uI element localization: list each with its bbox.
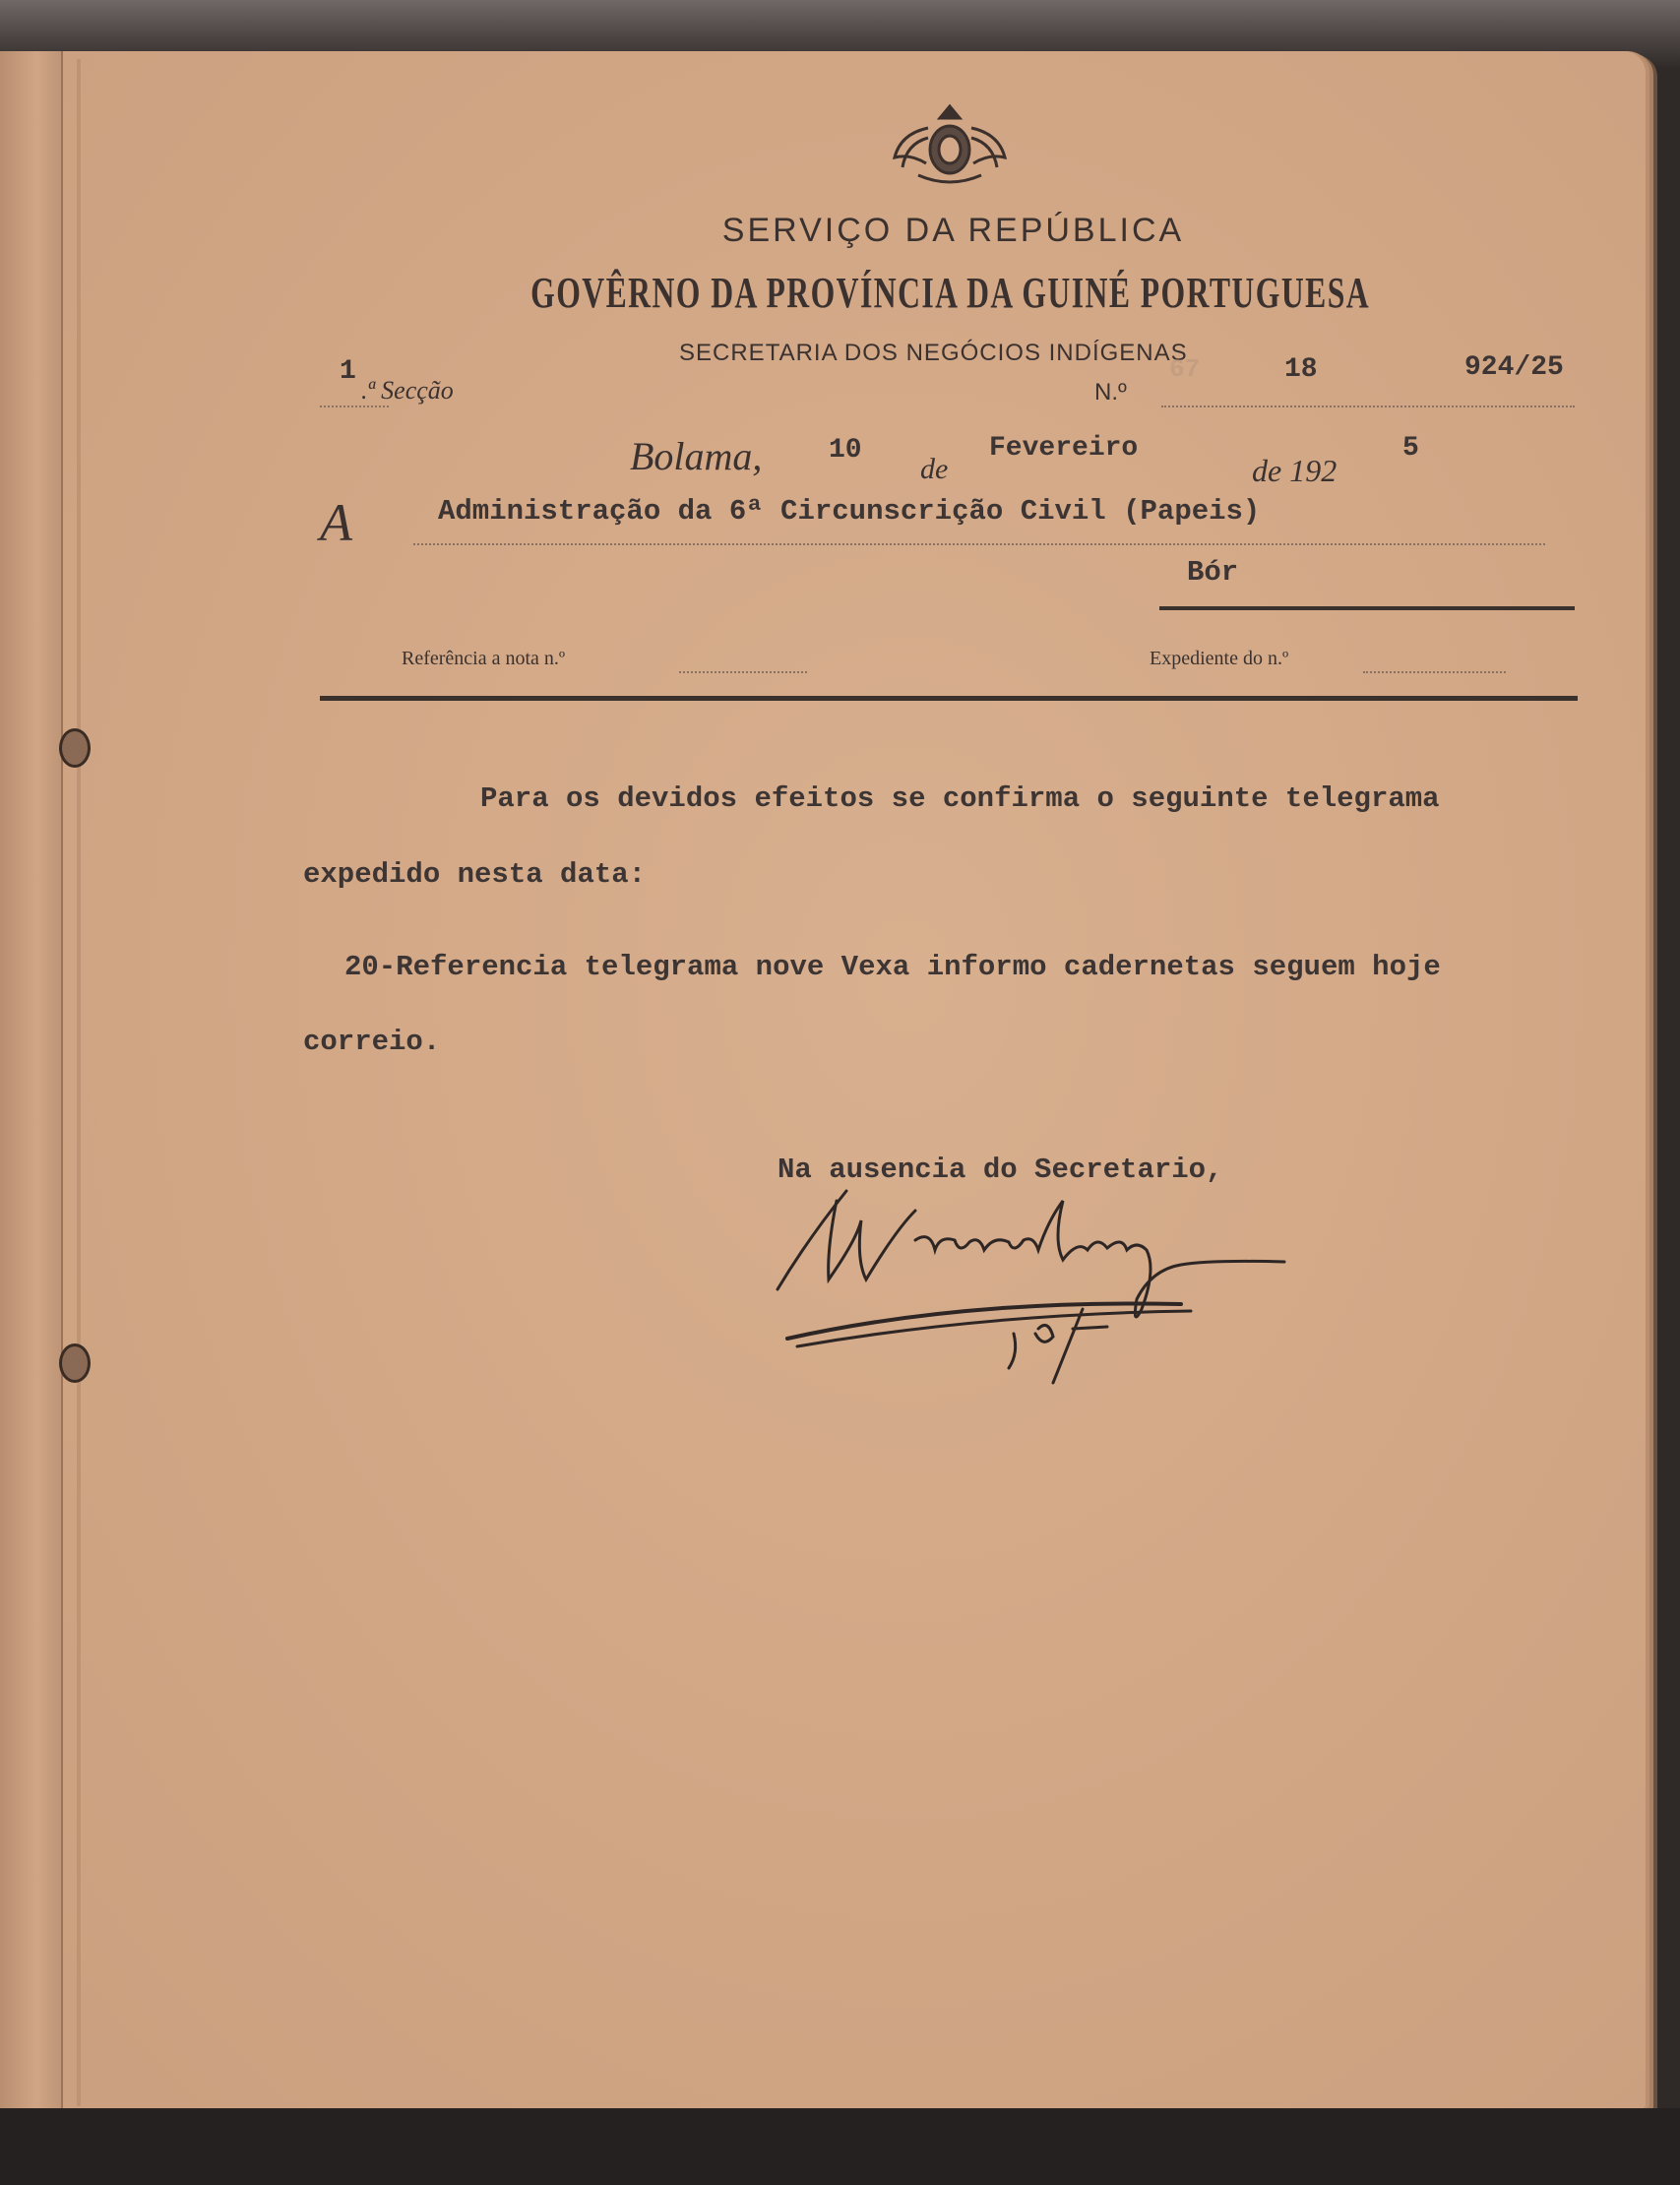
binding-hole	[59, 728, 91, 768]
closing-absence: Na ausencia do Secretario,	[778, 1154, 1223, 1186]
section-label: .ª Secção	[361, 376, 454, 405]
page-crease	[77, 59, 81, 2106]
body-line-2: expedido nesta data:	[303, 858, 647, 891]
header-separator	[320, 696, 1578, 701]
ref-note-dotline	[679, 671, 807, 673]
date-de: de	[920, 453, 949, 485]
body-line-1: Para os devidos efeitos se confirma o seguinte telegrama	[480, 782, 1440, 815]
signature-image	[768, 1181, 1299, 1388]
reference-year: 924/25	[1464, 352, 1564, 383]
ref-note-label: Referência a nota n.º	[402, 648, 566, 669]
reference-number: 18	[1284, 354, 1318, 385]
page-binding-edge	[0, 51, 63, 2108]
addressee-name: Administração da 6ª Circunscrição Civil (Papeis)	[438, 495, 1261, 528]
coat-of-arms-icon	[889, 98, 1011, 192]
body-line-3: 20-Referencia telegrama nove Vexa informo cadernetas seguem hoje	[344, 951, 1441, 983]
date-place: Bolama,	[630, 434, 763, 478]
section-number: 1	[340, 356, 356, 387]
date-day: 10	[829, 435, 862, 466]
reference-dotline	[1161, 406, 1575, 407]
date-year-prefix: de 192	[1252, 453, 1338, 488]
body-line-4: correio.	[303, 1026, 441, 1058]
date-year-digit: 5	[1402, 433, 1419, 464]
binding-hole	[59, 1343, 91, 1383]
bottom-band	[0, 2108, 1680, 2185]
service-header: SERVIÇO DA REPÚBLICA	[721, 212, 1185, 249]
addressee-prefix: A	[320, 493, 352, 552]
addressee-dotline	[413, 543, 1545, 545]
expediente-dotline	[1363, 671, 1506, 673]
reference-struck-number: 67	[1169, 354, 1201, 384]
reference-prefix: N.º	[1094, 379, 1127, 406]
secretariat-header: SECRETARIA DOS NEGÓCIOS INDÍGENAS	[679, 340, 1188, 366]
addressee-location: Bór	[1187, 556, 1239, 589]
addressee-underline	[1159, 606, 1575, 610]
date-month: Fevereiro	[989, 433, 1139, 464]
section-dotline	[320, 406, 389, 407]
expediente-label: Expediente do n.º	[1150, 648, 1289, 669]
government-header: GOVÊRNO DA PROVÍNCIA DA GUINÉ PORTUGUESA	[530, 269, 1371, 317]
